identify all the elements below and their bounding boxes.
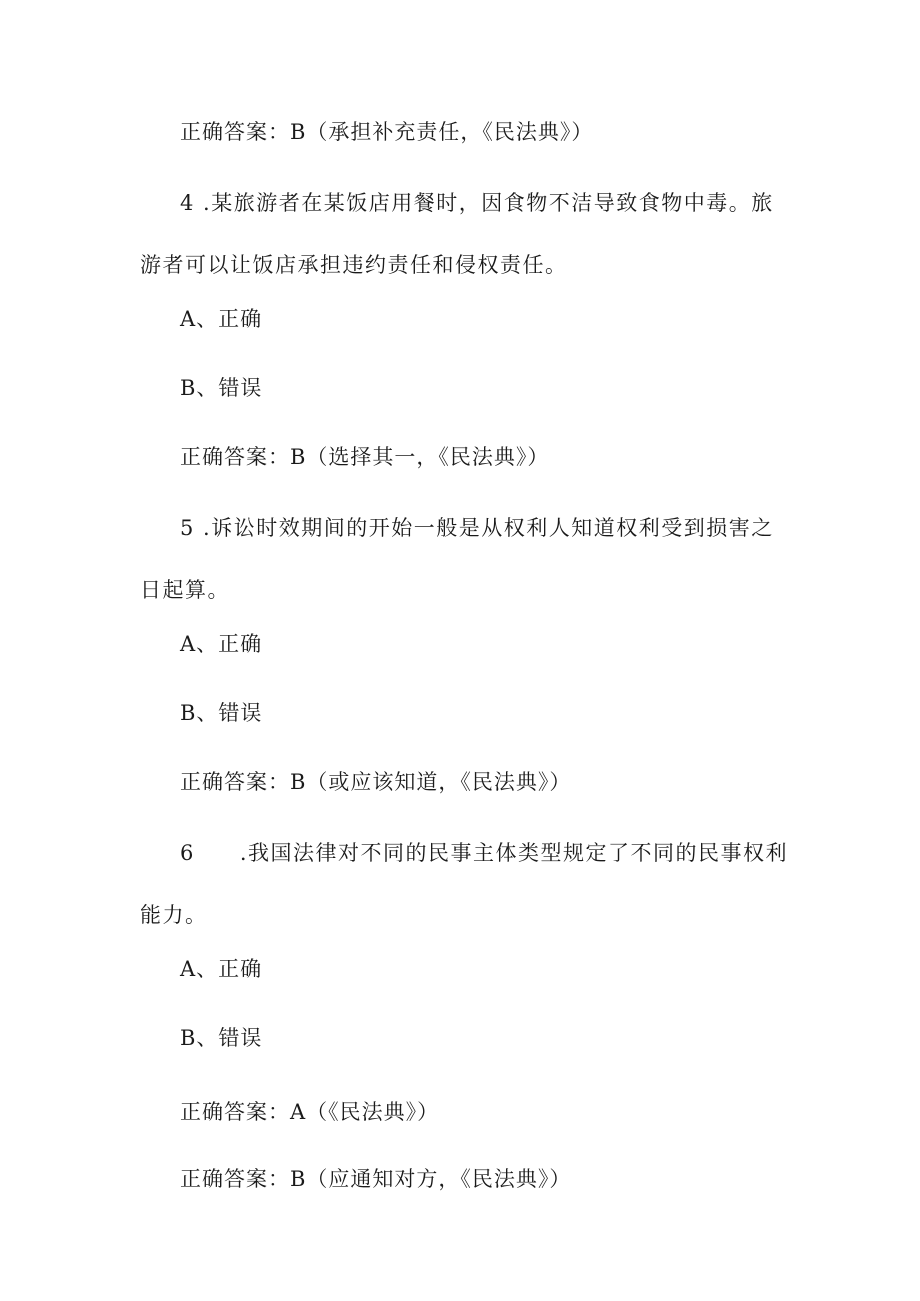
option-a: A、正确 bbox=[180, 957, 263, 981]
answer-line: 正确答案：A（《民法典》） bbox=[180, 1100, 440, 1124]
answer-line: 正确答案：B（或应该知道，《民法典》） bbox=[180, 770, 572, 794]
question-5 bbox=[140, 497, 790, 621]
option-b: B、错误 bbox=[180, 701, 263, 725]
answer-line: 正确答案：B（应通知对方，《民法典》） bbox=[180, 1167, 572, 1191]
option-b: B、错误 bbox=[180, 376, 263, 400]
answer-line: 正确答案：B（承担补充责任，《民法典》） bbox=[180, 120, 594, 144]
question-6 bbox=[140, 822, 790, 946]
question-5-text: 5 .诉讼时效期间的开始一般是从权利人知道权利受到损害之日起算。 bbox=[140, 516, 774, 602]
option-a: A、正确 bbox=[180, 632, 263, 656]
option-b: B、错误 bbox=[180, 1026, 263, 1050]
option-a: A、正确 bbox=[180, 307, 263, 331]
question-6-text: 6 .我国法律对不同的民事主体类型规定了不同的民事权利能力。 bbox=[140, 841, 789, 927]
question-4-text: 4 .某旅游者在某饭店用餐时，因食物不洁导致食物中毒。旅游者可以让饭店承担违约责任和侵权责任。 bbox=[140, 191, 774, 277]
question-4 bbox=[140, 172, 790, 296]
answer-line: 正确答案：B（选择其一，《民法典》） bbox=[180, 445, 550, 469]
